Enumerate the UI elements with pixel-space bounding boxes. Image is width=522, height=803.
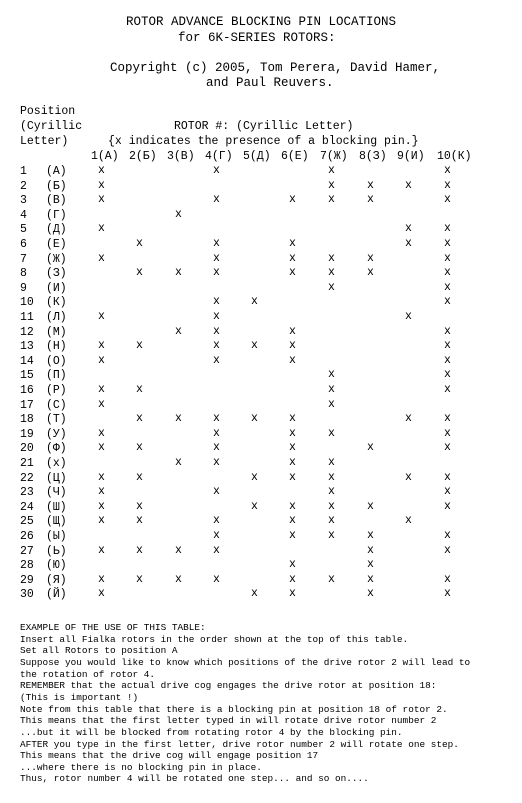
blocking-pin-mark: x — [136, 412, 143, 425]
position-number: 22 — [20, 472, 34, 485]
blocking-pin-mark: x — [136, 573, 143, 586]
blocking-pin-mark: x — [98, 514, 105, 527]
blocking-pin-mark: x — [367, 266, 374, 279]
blocking-pin-mark: x — [328, 266, 335, 279]
blocking-pin-mark: x — [213, 310, 220, 323]
blocking-pin-mark: x — [367, 529, 374, 542]
rotor-column-header: 8(З) — [359, 150, 387, 163]
blocking-pin-mark: x — [98, 471, 105, 484]
position-number: 4 — [20, 209, 27, 222]
blocking-pin-mark: x — [289, 471, 296, 484]
blocking-pin-mark: x — [444, 441, 451, 454]
position-number: 27 — [20, 545, 34, 558]
blocking-pin-mark: x — [367, 587, 374, 600]
blocking-pin-mark: x — [328, 529, 335, 542]
blocking-pin-mark: x — [98, 354, 105, 367]
blocking-pin-mark: x — [328, 164, 335, 177]
blocking-pin-mark: x — [367, 573, 374, 586]
example-line: AFTER you type in the first letter, drive rotor number 2 will rotate one step. — [20, 739, 459, 750]
example-line: (This is important !) — [20, 692, 139, 703]
blocking-pin-mark: x — [328, 398, 335, 411]
blocking-pin-mark: x — [136, 500, 143, 513]
blocking-pin-mark: x — [213, 441, 220, 454]
example-line: ...but it will be blocked from rotating rotor 4 by the blocking pin. — [20, 727, 403, 738]
blocking-pin-mark: x — [98, 544, 105, 557]
example-line: Set all Rotors to position A — [20, 645, 178, 656]
position-number: 3 — [20, 194, 27, 207]
blocking-pin-mark: x — [289, 237, 296, 250]
blocking-pin-mark: x — [328, 368, 335, 381]
position-letter: (Ь) — [46, 545, 67, 558]
position-number: 23 — [20, 486, 34, 499]
position-number: 7 — [20, 253, 27, 266]
blocking-pin-mark: x — [136, 471, 143, 484]
blocking-pin-mark: x — [444, 427, 451, 440]
blocking-pin-mark: x — [213, 412, 220, 425]
blocking-pin-mark: x — [367, 441, 374, 454]
blocking-pin-mark: x — [289, 573, 296, 586]
blocking-pin-mark: x — [367, 500, 374, 513]
copyright-authors: and Paul Reuvers. — [206, 76, 334, 90]
position-number: 25 — [20, 515, 34, 528]
position-number: 30 — [20, 588, 34, 601]
blocking-pin-mark: x — [328, 383, 335, 396]
blocking-pin-mark: x — [98, 500, 105, 513]
blocking-pin-mark: x — [328, 193, 335, 206]
position-letter: (Я) — [46, 574, 67, 587]
document-subtitle: for 6K-SERIES ROTORS: — [178, 31, 336, 45]
blocking-pin-mark: x — [98, 383, 105, 396]
position-number: 14 — [20, 355, 34, 368]
blocking-pin-mark: x — [444, 325, 451, 338]
blocking-pin-mark: x — [98, 339, 105, 352]
blocking-pin-mark: x — [405, 514, 412, 527]
blocking-pin-mark: x — [289, 193, 296, 206]
position-letter: (З) — [46, 267, 67, 280]
indicator-note: {x indicates the presence of a blocking pin.} — [108, 135, 419, 148]
example-line: This means that the first letter typed in will rotate drive rotor number 2 — [20, 715, 437, 726]
position-letter: (Р) — [46, 384, 67, 397]
blocking-pin-mark: x — [136, 441, 143, 454]
blocking-pin-mark: x — [367, 252, 374, 265]
position-letter: (Ш) — [46, 501, 67, 514]
position-letter: (Ф) — [46, 442, 67, 455]
position-letter: (Ж) — [46, 253, 67, 266]
blocking-pin-mark: x — [444, 471, 451, 484]
blocking-pin-mark: x — [444, 237, 451, 250]
position-letter: (Т) — [46, 413, 67, 426]
blocking-pin-mark: x — [444, 193, 451, 206]
blocking-pin-mark: x — [367, 558, 374, 571]
blocking-pin-mark: x — [175, 412, 182, 425]
position-number: 20 — [20, 442, 34, 455]
rotor-column-header: 10(К) — [437, 150, 472, 163]
position-letter: (А) — [46, 165, 67, 178]
position-letter: (Н) — [46, 340, 67, 353]
blocking-pin-mark: x — [405, 412, 412, 425]
blocking-pin-mark: x — [213, 266, 220, 279]
position-letter: (Е) — [46, 238, 67, 251]
blocking-pin-mark: x — [213, 456, 220, 469]
position-number: 10 — [20, 296, 34, 309]
blocking-pin-mark: x — [98, 573, 105, 586]
example-line: This means that the drive cog will engage position 17 — [20, 750, 319, 761]
blocking-pin-mark: x — [444, 587, 451, 600]
rotor-column-header: 5(Д) — [243, 150, 271, 163]
blocking-pin-mark: x — [328, 427, 335, 440]
position-header-cyrillic: (Cyrillic — [20, 120, 83, 133]
position-number: 17 — [20, 399, 34, 412]
example-line: EXAMPLE OF THE USE OF THIS TABLE: — [20, 622, 206, 633]
blocking-pin-mark: x — [289, 252, 296, 265]
blocking-pin-mark: x — [175, 573, 182, 586]
position-number: 16 — [20, 384, 34, 397]
blocking-pin-mark: x — [289, 441, 296, 454]
blocking-pin-mark: x — [213, 485, 220, 498]
blocking-pin-mark: x — [98, 441, 105, 454]
blocking-pin-mark: x — [175, 544, 182, 557]
blocking-pin-mark: x — [289, 500, 296, 513]
example-line: Suppose you would like to know which positions of the drive rotor 2 will lead to — [20, 657, 471, 668]
position-letter: (О) — [46, 355, 67, 368]
position-header: Position — [20, 105, 76, 118]
blocking-pin-mark: x — [213, 427, 220, 440]
blocking-pin-mark: x — [444, 412, 451, 425]
blocking-pin-mark: x — [328, 456, 335, 469]
blocking-pin-mark: x — [175, 456, 182, 469]
position-letter: (Г) — [46, 209, 67, 222]
position-number: 29 — [20, 574, 34, 587]
blocking-pin-mark: x — [444, 368, 451, 381]
rotor-column-header: 3(В) — [167, 150, 195, 163]
blocking-pin-mark: x — [213, 193, 220, 206]
rotor-header: ROTOR #: (Cyrillic Letter) — [174, 120, 354, 133]
blocking-pin-mark: x — [251, 471, 258, 484]
blocking-pin-mark: x — [289, 339, 296, 352]
blocking-pin-mark: x — [444, 544, 451, 557]
position-letter: (Ч) — [46, 486, 67, 499]
rotor-column-header: 4(Г) — [205, 150, 233, 163]
position-number: 1 — [20, 165, 27, 178]
blocking-pin-mark: x — [444, 252, 451, 265]
blocking-pin-mark: x — [328, 471, 335, 484]
blocking-pin-mark: x — [136, 383, 143, 396]
position-letter: (х) — [46, 457, 67, 470]
blocking-pin-mark: x — [405, 179, 412, 192]
blocking-pin-mark: x — [289, 529, 296, 542]
blocking-pin-mark: x — [98, 485, 105, 498]
blocking-pin-mark: x — [136, 544, 143, 557]
position-letter: (И) — [46, 282, 67, 295]
position-number: 5 — [20, 223, 27, 236]
position-number: 28 — [20, 559, 34, 572]
blocking-pin-mark: x — [289, 412, 296, 425]
example-line: Note from this table that there is a blocking pin at position 18 of rotor 2. — [20, 704, 448, 715]
position-letter: (Ю) — [46, 559, 67, 572]
blocking-pin-mark: x — [251, 339, 258, 352]
blocking-pin-mark: x — [213, 573, 220, 586]
blocking-pin-mark: x — [289, 558, 296, 571]
rotor-column-header: 1(А) — [91, 150, 119, 163]
blocking-pin-mark: x — [175, 208, 182, 221]
position-number: 26 — [20, 530, 34, 543]
rotor-column-header: 2(Б) — [129, 150, 157, 163]
rotor-column-header: 6(Е) — [281, 150, 309, 163]
blocking-pin-mark: x — [367, 193, 374, 206]
position-letter: (В) — [46, 194, 67, 207]
blocking-pin-mark: x — [328, 179, 335, 192]
position-letter: (С) — [46, 399, 67, 412]
position-letter: (Щ) — [46, 515, 67, 528]
blocking-pin-mark: x — [251, 412, 258, 425]
position-number: 9 — [20, 282, 27, 295]
position-letter: (Й) — [46, 588, 67, 601]
blocking-pin-mark: x — [98, 587, 105, 600]
blocking-pin-mark: x — [289, 427, 296, 440]
position-letter: (Д) — [46, 223, 67, 236]
blocking-pin-mark: x — [98, 164, 105, 177]
blocking-pin-mark: x — [367, 179, 374, 192]
blocking-pin-mark: x — [328, 252, 335, 265]
blocking-pin-mark: x — [444, 339, 451, 352]
example-line: the rotation of rotor 4. — [20, 669, 156, 680]
blocking-pin-mark: x — [213, 544, 220, 557]
blocking-pin-mark: x — [136, 514, 143, 527]
position-number: 18 — [20, 413, 34, 426]
example-line: ...where there is no blocking pin in place. — [20, 762, 262, 773]
copyright-line: Copyright (c) 2005, Tom Perera, David Hamer, — [110, 61, 441, 75]
blocking-pin-mark: x — [98, 398, 105, 411]
blocking-pin-mark: x — [444, 500, 451, 513]
blocking-pin-mark: x — [98, 222, 105, 235]
blocking-pin-mark: x — [367, 544, 374, 557]
blocking-pin-mark: x — [405, 222, 412, 235]
blocking-pin-mark: x — [444, 222, 451, 235]
position-number: 21 — [20, 457, 34, 470]
blocking-pin-mark: x — [136, 237, 143, 250]
blocking-pin-mark: x — [175, 325, 182, 338]
blocking-pin-mark: x — [213, 514, 220, 527]
blocking-pin-mark: x — [328, 573, 335, 586]
position-letter: (П) — [46, 369, 67, 382]
blocking-pin-mark: x — [213, 325, 220, 338]
blocking-pin-mark: x — [251, 500, 258, 513]
blocking-pin-mark: x — [289, 514, 296, 527]
position-letter: (Ц) — [46, 472, 67, 485]
blocking-pin-mark: x — [98, 252, 105, 265]
blocking-pin-mark: x — [98, 179, 105, 192]
blocking-pin-mark: x — [175, 266, 182, 279]
position-letter: (Л) — [46, 311, 67, 324]
blocking-pin-mark: x — [444, 383, 451, 396]
position-number: 13 — [20, 340, 34, 353]
position-number: 11 — [20, 311, 34, 324]
blocking-pin-mark: x — [213, 339, 220, 352]
blocking-pin-mark: x — [444, 281, 451, 294]
blocking-pin-mark: x — [328, 281, 335, 294]
rotor-column-header: 7(Ж) — [320, 150, 348, 163]
blocking-pin-mark: x — [444, 485, 451, 498]
blocking-pin-mark: x — [136, 266, 143, 279]
blocking-pin-mark: x — [405, 471, 412, 484]
blocking-pin-mark: x — [213, 164, 220, 177]
blocking-pin-mark: x — [444, 266, 451, 279]
blocking-pin-mark: x — [251, 295, 258, 308]
blocking-pin-mark: x — [289, 325, 296, 338]
blocking-pin-mark: x — [444, 529, 451, 542]
blocking-pin-mark: x — [251, 587, 258, 600]
blocking-pin-mark: x — [98, 193, 105, 206]
position-letter: (М) — [46, 326, 67, 339]
example-line: REMEMBER that the actual drive cog engages the drive rotor at position 18: — [20, 680, 437, 691]
position-number: 24 — [20, 501, 34, 514]
blocking-pin-mark: x — [213, 252, 220, 265]
position-number: 8 — [20, 267, 27, 280]
position-number: 15 — [20, 369, 34, 382]
blocking-pin-mark: x — [289, 587, 296, 600]
blocking-pin-mark: x — [405, 310, 412, 323]
example-line: Thus, rotor number 4 will be rotated one step... and so on.... — [20, 773, 369, 784]
blocking-pin-mark: x — [98, 310, 105, 323]
blocking-pin-mark: x — [213, 295, 220, 308]
position-letter: (У) — [46, 428, 67, 441]
position-letter: (Ы) — [46, 530, 67, 543]
blocking-pin-mark: x — [444, 573, 451, 586]
position-number: 2 — [20, 180, 27, 193]
position-letter: (Б) — [46, 180, 67, 193]
blocking-pin-mark: x — [289, 266, 296, 279]
position-number: 19 — [20, 428, 34, 441]
blocking-pin-mark: x — [213, 529, 220, 542]
blocking-pin-mark: x — [213, 237, 220, 250]
position-number: 12 — [20, 326, 34, 339]
blocking-pin-mark: x — [328, 485, 335, 498]
blocking-pin-mark: x — [98, 427, 105, 440]
blocking-pin-mark: x — [328, 500, 335, 513]
blocking-pin-mark: x — [289, 354, 296, 367]
blocking-pin-mark: x — [444, 164, 451, 177]
blocking-pin-mark: x — [405, 237, 412, 250]
example-line: Insert all Fialka rotors in the order shown at the top of this table. — [20, 634, 409, 645]
position-letter: (К) — [46, 296, 67, 309]
blocking-pin-mark: x — [289, 456, 296, 469]
document-title: ROTOR ADVANCE BLOCKING PIN LOCATIONS — [126, 15, 397, 29]
rotor-column-header: 9(И) — [397, 150, 425, 163]
blocking-pin-mark: x — [136, 339, 143, 352]
blocking-pin-mark: x — [444, 295, 451, 308]
position-header-letter: Letter) — [20, 135, 69, 148]
blocking-pin-mark: x — [444, 179, 451, 192]
blocking-pin-mark: x — [328, 514, 335, 527]
position-number: 6 — [20, 238, 27, 251]
blocking-pin-mark: x — [213, 354, 220, 367]
blocking-pin-mark: x — [444, 354, 451, 367]
